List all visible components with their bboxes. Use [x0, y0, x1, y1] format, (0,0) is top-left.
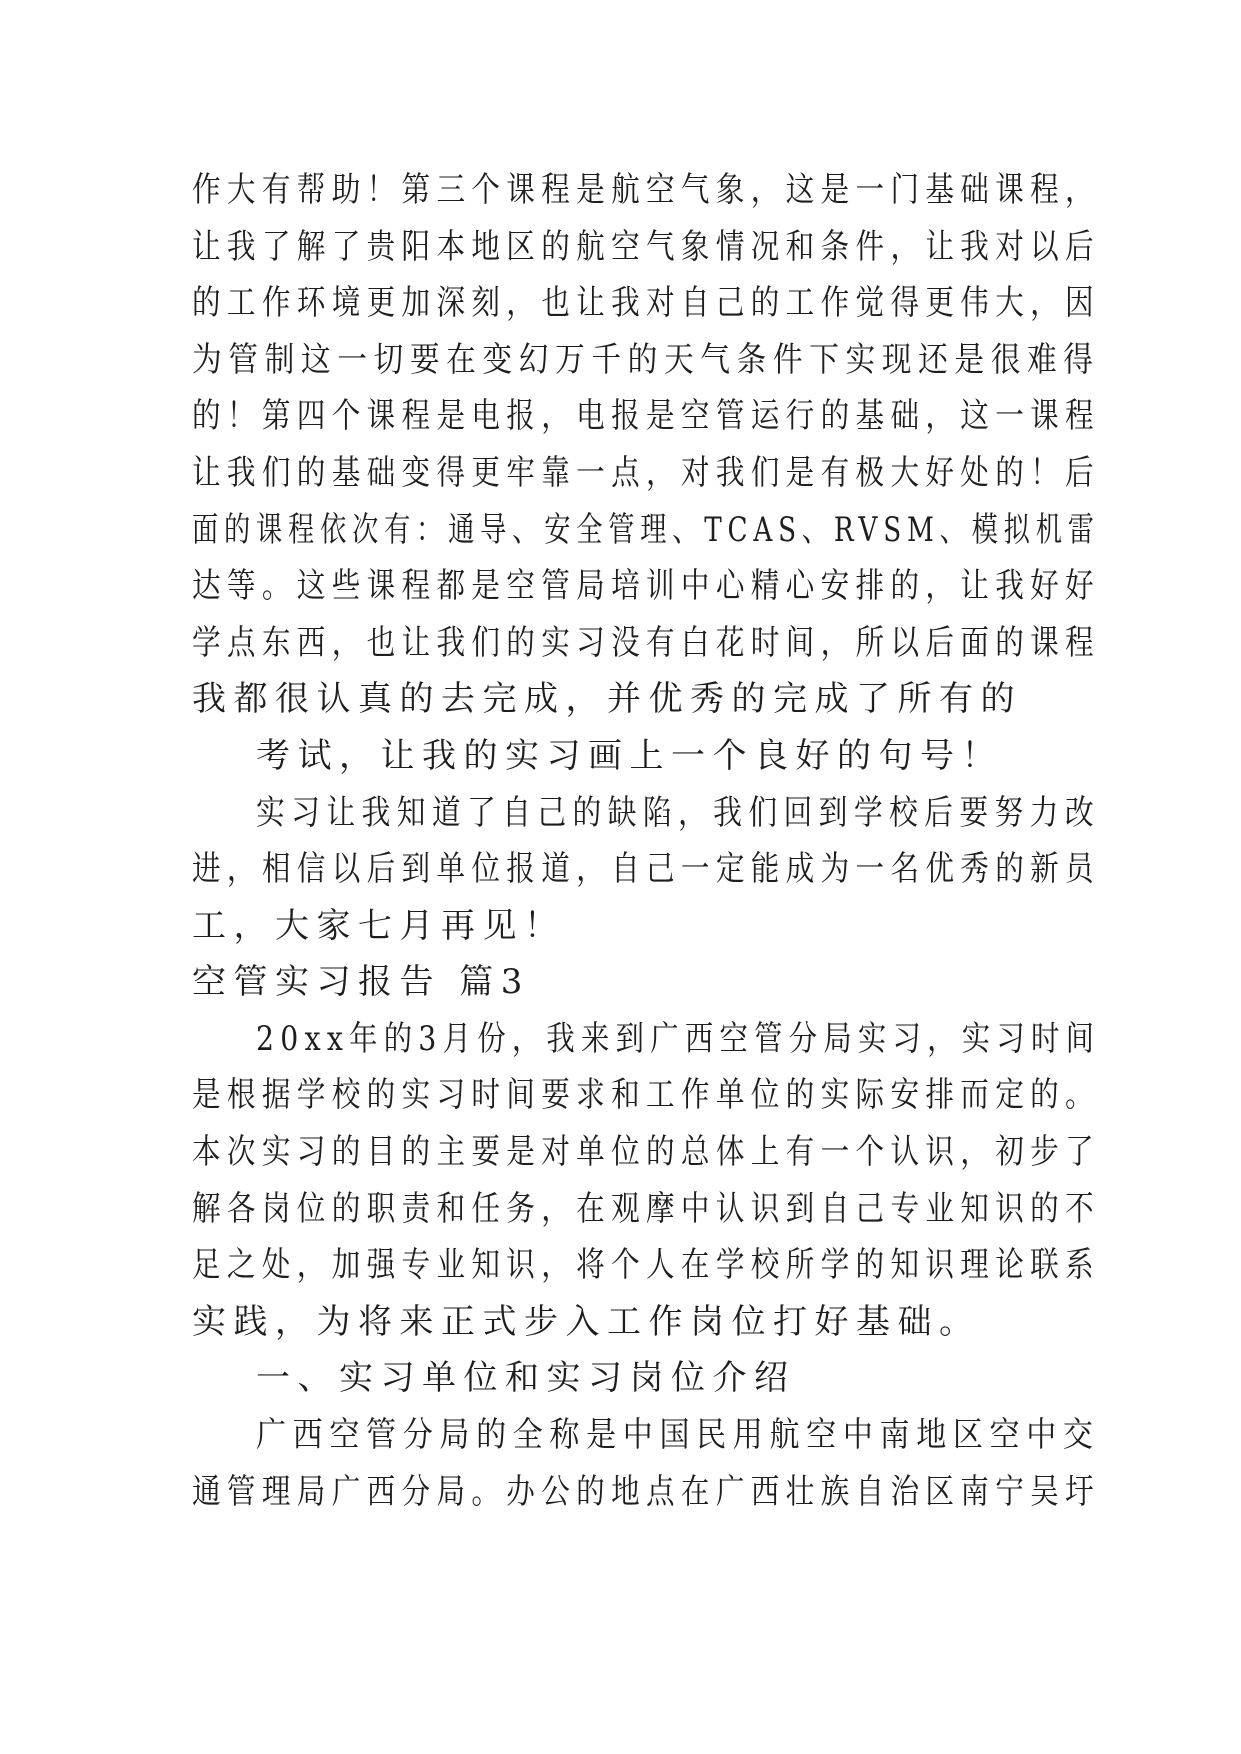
text-line-10: 我都很认真的去完成，并优秀的完成了所有的	[192, 679, 1022, 719]
text-line-18: 本次实习的目的主要是对单位的总体上有一个认识，初步了	[192, 1132, 1100, 1172]
section-heading: 空管实习报告 篇3	[192, 962, 530, 1002]
text-line-24: 通管理局广西分局。办公的地点在广西壮族自治区南宁吴圩	[192, 1472, 1100, 1512]
subsection-heading: 一、实习单位和实习岗位介绍	[256, 1358, 796, 1398]
text-line-5: 的！第四个课程是电报，电报是空管运行的基础，这一课程	[192, 396, 1100, 436]
text-line-19: 解各岗位的职责和任务，在观摩中认识到自己专业知识的不	[192, 1189, 1100, 1229]
text-line-8: 达等。这些课程都是空管局培训中心精心安排的，让我好好	[192, 566, 1100, 606]
text-line-20: 足之处，加强专业知识，将个人在学校所学的知识理论联系	[192, 1245, 1100, 1285]
text-line-9: 学点东西，也让我们的实习没有白花时间，所以后面的课程	[192, 623, 1100, 663]
text-line-11: 考试，让我的实习画上一个良好的句号！	[256, 736, 1003, 776]
text-line-12: 实习让我知道了自己的缺陷，我们回到学校后要努力改	[256, 793, 1101, 833]
text-line-1: 作大有帮助！第三个课程是航空气象，这是一门基础课程，	[192, 170, 1100, 210]
text-line-4: 为管制这一切要在变幻万千的天气条件下实现还是很难得	[192, 340, 1100, 380]
text-line-14: 工，大家七月再见！	[192, 906, 566, 946]
text-line-21: 实践，为将来正式步入工作岗位打好基础。	[192, 1302, 981, 1342]
text-line-17: 是根据学校的实习时间要求和工作单位的实际安排而定的。	[192, 1075, 1100, 1115]
text-line-13: 进，相信以后到单位报道，自己一定能成为一名优秀的新员	[192, 849, 1100, 889]
text-line-6: 让我们的基础变得更牢靠一点，对我们是有极大好处的！后	[192, 453, 1100, 493]
text-line-3: 的工作环境更加深刻，也让我对自己的工作觉得更伟大，因	[192, 283, 1100, 323]
text-line-23: 广西空管分局的全称是中国民用航空中南地区空中交	[256, 1415, 1100, 1455]
text-line-2: 让我了解了贵阳本地区的航空气象情况和条件，让我对以后	[192, 227, 1100, 267]
text-line-7: 面的课程依次有：通导、安全管理、TCAS、RVSM、模拟机雷	[192, 510, 1100, 550]
text-line-16: 20xx年的3月份，我来到广西空管分局实习，实习时间	[256, 1019, 1101, 1059]
